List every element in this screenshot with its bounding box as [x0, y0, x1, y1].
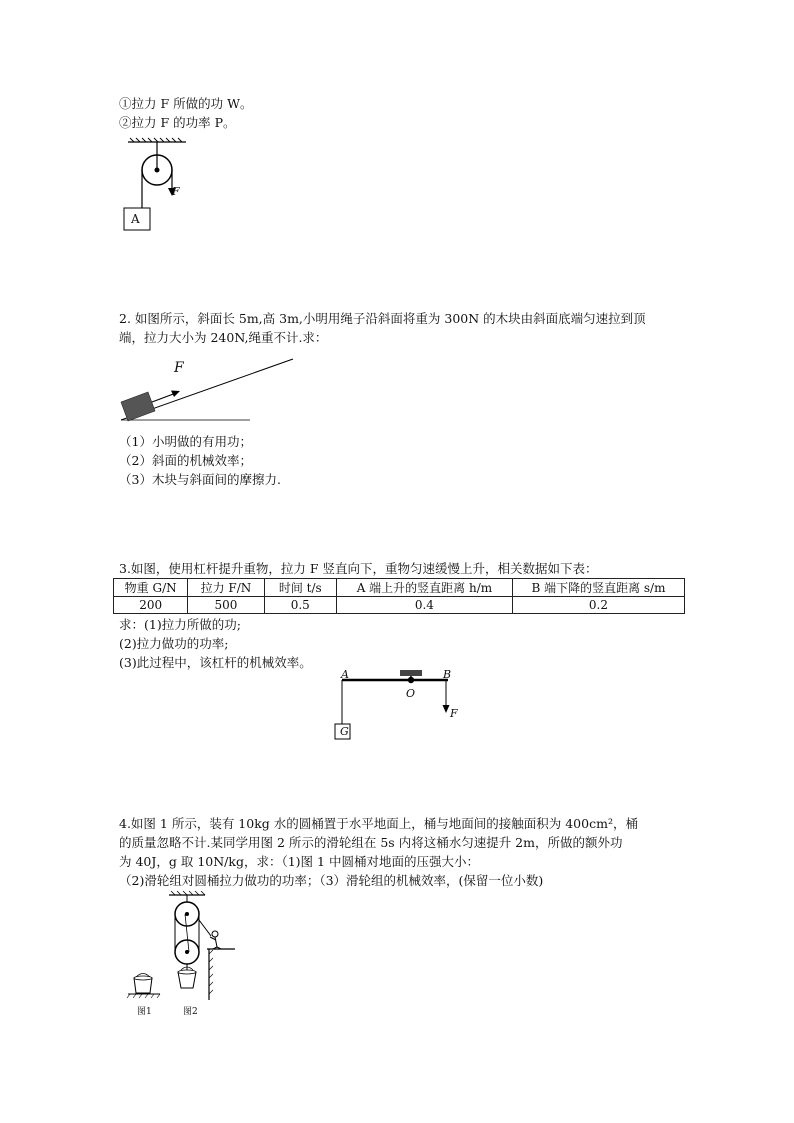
q2-stem-line-2: 端，拉力大小为 240N,绳重不计.求： — [119, 330, 328, 345]
q1-line-1: ①拉力 F 所做的功 W。 — [119, 96, 253, 111]
force-f-arrow — [443, 705, 450, 713]
q3-label-f: F — [450, 707, 458, 720]
q2-question-2: （2）斜面的机械效率； — [119, 453, 252, 468]
bucket-fig2 — [178, 972, 196, 988]
q3-lever-figure — [330, 665, 460, 745]
table-header-cell: 物重 G/N — [114, 579, 188, 597]
q4-stem-line-1: 4.如图 1 所示，装有 10kg 水的圆桶置于水平地面上，桶与地面间的接触面积为 400cm²，桶 — [119, 816, 638, 831]
wooden-block — [121, 392, 155, 421]
q3-data-table — [113, 578, 685, 614]
table-cell: 0.4 — [336, 597, 512, 614]
q2-stem-line-1: 2. 如图所示，斜面长 5m,高 3m,小明用绳子沿斜面将重为 300N 的木块由斜面底端匀速拉到顶 — [119, 311, 646, 326]
q2-force-label: F — [174, 360, 184, 376]
q3-label-g: G — [340, 725, 349, 738]
q3-stem: 3.如图，使用杠杆提升重物，拉力 F 竖直向下，重物匀速缓慢上升，相关数据如下表： — [119, 561, 598, 576]
table-cell: 500 — [188, 597, 264, 614]
q4-pulley-system-figure — [125, 890, 240, 1015]
q3-question-1: 求：(1)拉力所做的功; — [119, 617, 241, 632]
table-header-cell: 时间 t/s — [264, 579, 336, 597]
q1-force-label: F — [172, 185, 180, 198]
table-cell: 0.2 — [512, 597, 684, 614]
q3-label-o: O — [406, 687, 416, 700]
q4-label-fig2: 图2 — [183, 1007, 198, 1017]
q1-line-2: ②拉力 F 的功率 P。 — [119, 115, 236, 130]
q3-question-3: (3)此过程中，该杠杆的机械效率。 — [119, 655, 312, 670]
q1-block-label: A — [131, 212, 140, 226]
q4-stem-line-2: 的质量忽略不计.某同学用图 2 所示的滑轮组在 5s 内将这桶水匀速提升 2m，所做的额外功 — [119, 835, 623, 850]
person — [212, 931, 218, 937]
q4-label-fig1: 图1 — [137, 1007, 152, 1017]
q2-question-3: （3）木块与斜面间的摩擦力. — [119, 472, 281, 487]
q2-question-1: （1）小明做的有用功； — [119, 434, 252, 449]
q3-label-a: A — [341, 668, 349, 681]
q3-question-2: (2)拉力做功的功率; — [119, 636, 229, 651]
pivot-support — [400, 670, 422, 676]
table-cell: 0.5 — [264, 597, 336, 614]
table-cell: 200 — [114, 597, 188, 614]
table-header-cell: B 端下降的竖直距离 s/m — [512, 579, 684, 597]
table-header-cell: 拉力 F/N — [188, 579, 264, 597]
fulcrum — [408, 677, 414, 683]
q3-label-b: B — [443, 668, 452, 681]
q2-incline-figure — [118, 355, 293, 435]
q4-stem-line-4: （2)滑轮组对圆桶拉力做功的功率；（3）滑轮组的机械效率，(保留一位小数) — [119, 873, 544, 888]
table-row — [114, 597, 685, 614]
force-arrow-line — [152, 393, 176, 402]
table-header-cell: A 端上升的竖直距离 h/m — [336, 579, 512, 597]
table-header-row — [114, 579, 685, 597]
q4-stem-line-3: 为 40J，g 取 10N/kg，求：（1)图 1 中圆桶对地面的压强大小： — [119, 854, 479, 869]
